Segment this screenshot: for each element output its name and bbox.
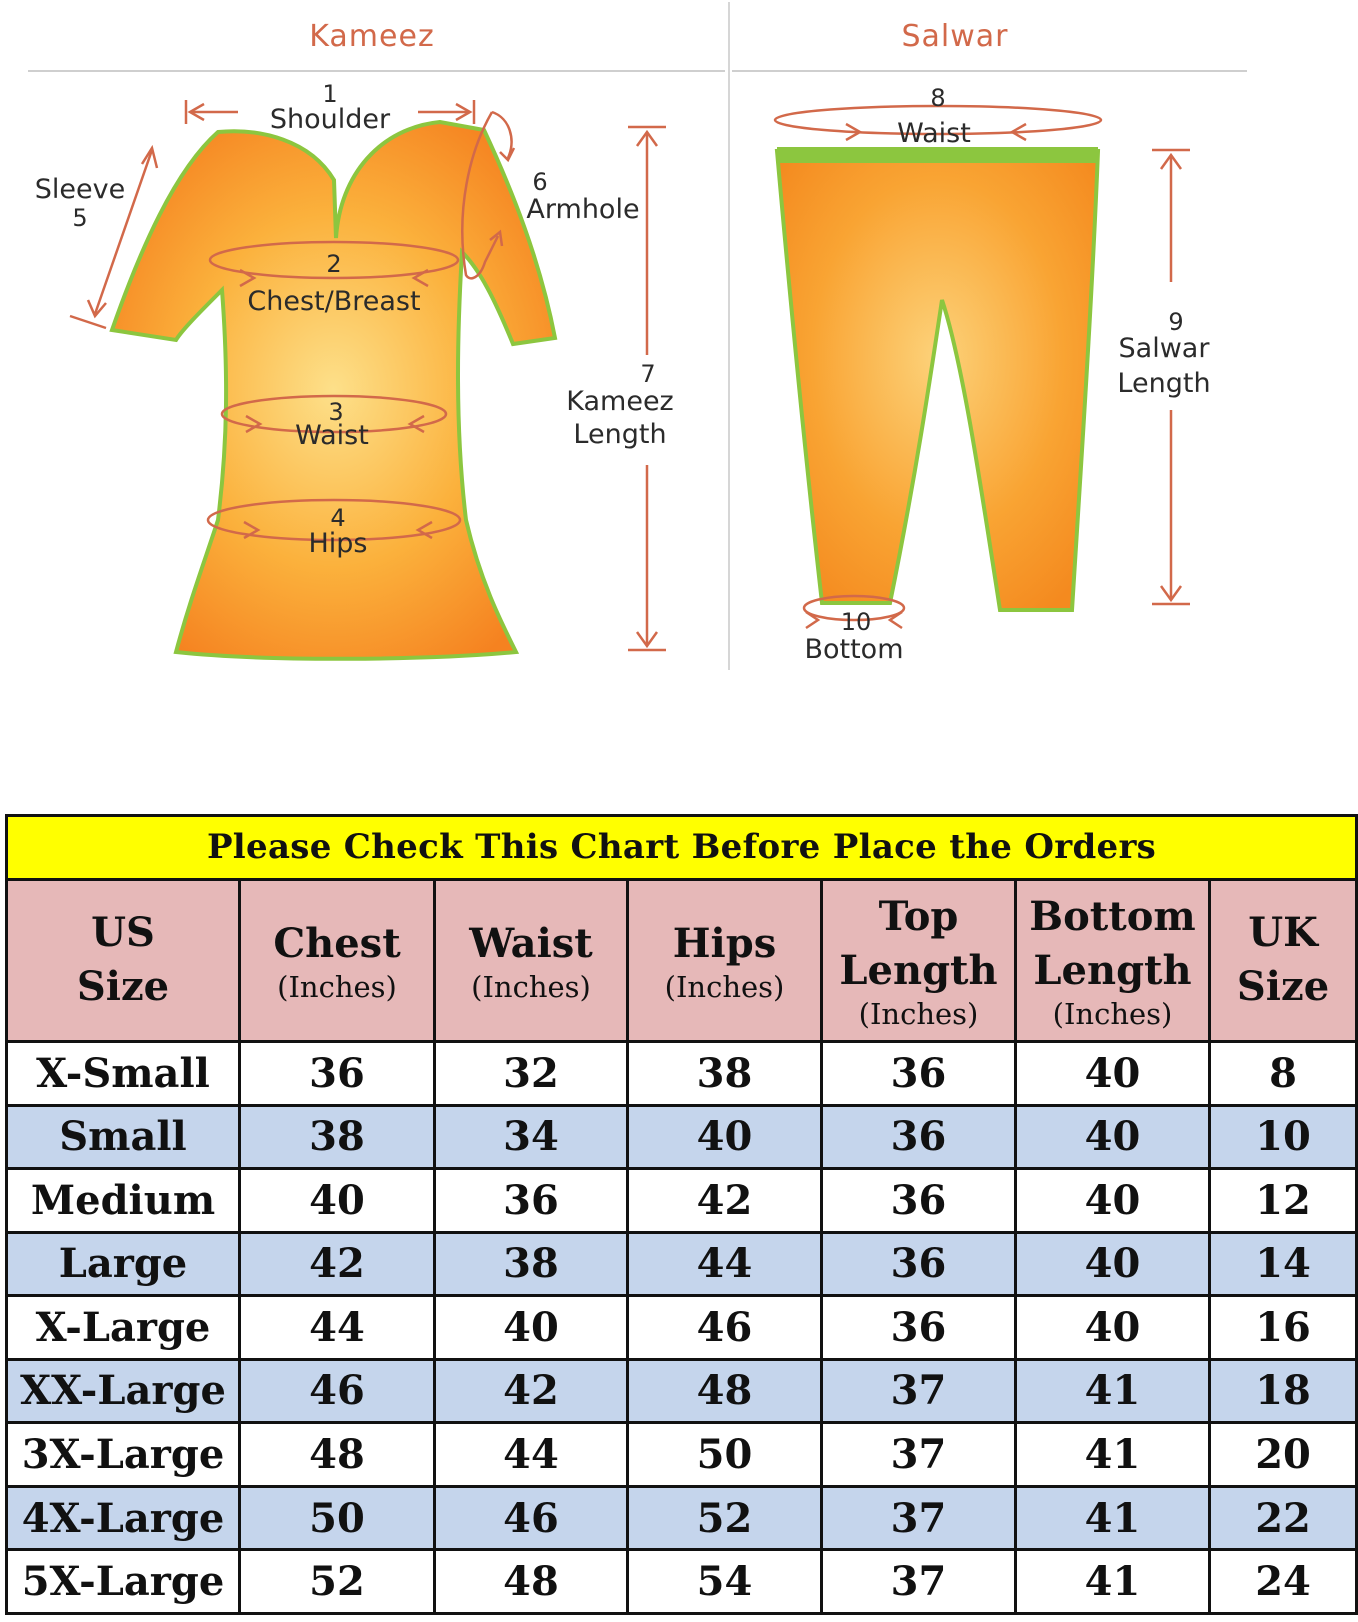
kameez-length-line2: Length — [573, 419, 667, 450]
header-hips — [628, 879, 822, 1041]
header-bottom-length — [1016, 879, 1210, 1041]
table-row — [7, 1486, 1357, 1550]
cell-us-size: 4X-Large — [7, 1486, 240, 1550]
cell-top-length: 37 — [822, 1486, 1016, 1550]
cell-us-size: Medium — [7, 1169, 240, 1233]
hips-label: Hips — [308, 528, 368, 559]
table-row — [7, 1550, 1357, 1614]
table-row — [7, 1423, 1357, 1487]
salwar-length-measure — [1117, 150, 1210, 604]
cell-uk-size: 18 — [1210, 1359, 1357, 1423]
header-waist — [435, 879, 628, 1041]
cell-us-size: XX-Large — [7, 1359, 240, 1423]
chest-label: Chest/Breast — [247, 286, 421, 317]
cell-hips: 42 — [628, 1169, 822, 1233]
cell-hips: 48 — [628, 1359, 822, 1423]
cell-bottom-length: 41 — [1016, 1423, 1210, 1487]
table-row — [7, 1105, 1357, 1169]
cell-top-length: 36 — [822, 1169, 1016, 1233]
header-hips-unit: (Inches) — [664, 970, 785, 1005]
kameez-length-line1: Kameez — [566, 386, 674, 417]
cell-chest: 38 — [240, 1105, 435, 1169]
cell-bottom-length: 40 — [1016, 1105, 1210, 1169]
cell-us-size: 3X-Large — [7, 1423, 240, 1487]
cell-top-length: 36 — [822, 1105, 1016, 1169]
salwar-length-line2: Length — [1117, 368, 1211, 399]
cell-chest: 42 — [240, 1232, 435, 1296]
header-chest-line1: Chest — [273, 920, 401, 968]
chest-number: 2 — [326, 250, 342, 278]
cell-hips: 50 — [628, 1423, 822, 1487]
cell-top-length: 37 — [822, 1550, 1016, 1614]
salwar-waist-number: 8 — [930, 84, 946, 112]
salwar-title: Salwar — [901, 19, 1009, 54]
cell-waist: 46 — [435, 1486, 628, 1550]
header-uk-size-line2: Size — [1236, 963, 1330, 1011]
cell-hips: 40 — [628, 1105, 822, 1169]
header-uk-size — [1210, 879, 1357, 1041]
table-row — [7, 1232, 1357, 1296]
cell-hips: 44 — [628, 1232, 822, 1296]
salwar-length-number: 9 — [1168, 308, 1184, 336]
header-us-size-line1: US — [91, 909, 155, 957]
cell-top-length: 36 — [822, 1041, 1016, 1105]
salwar-waistband — [777, 147, 1098, 163]
cell-chest: 48 — [240, 1423, 435, 1487]
cell-waist: 40 — [435, 1296, 628, 1360]
shoulder-number: 1 — [322, 80, 338, 108]
waist-label: Waist — [295, 420, 369, 451]
cell-bottom-length: 40 — [1016, 1169, 1210, 1233]
cell-uk-size: 14 — [1210, 1232, 1357, 1296]
cell-chest: 52 — [240, 1550, 435, 1614]
size-chart-table — [5, 814, 1358, 1615]
kameez-length-number: 7 — [640, 360, 656, 388]
table-row — [7, 1296, 1357, 1360]
cell-uk-size: 20 — [1210, 1423, 1357, 1487]
header-uk-size-line1: UK — [1248, 909, 1318, 957]
waist-number: 3 — [328, 398, 344, 426]
cell-waist: 44 — [435, 1423, 628, 1487]
header-top-length-unit: (Inches) — [858, 997, 979, 1032]
salwar-shape — [777, 151, 1098, 610]
bottom-measure — [804, 596, 904, 665]
cell-us-size: X-Small — [7, 1041, 240, 1105]
cell-hips: 46 — [628, 1296, 822, 1360]
cell-top-length: 37 — [822, 1423, 1016, 1487]
salwar-waist-measure — [775, 84, 1101, 149]
salwar-waist-label: Waist — [897, 118, 971, 149]
header-waist-line1: Waist — [469, 920, 593, 968]
cell-uk-size: 10 — [1210, 1105, 1357, 1169]
cell-chest: 46 — [240, 1359, 435, 1423]
cell-bottom-length: 40 — [1016, 1232, 1210, 1296]
cell-bottom-length: 41 — [1016, 1359, 1210, 1423]
armhole-number: 6 — [532, 168, 548, 196]
header-waist-unit: (Inches) — [471, 970, 591, 1005]
header-us-size-line2: Size — [76, 963, 170, 1011]
cell-us-size: 5X-Large — [7, 1550, 240, 1614]
cell-uk-size: 12 — [1210, 1169, 1357, 1233]
cell-waist: 34 — [435, 1105, 628, 1169]
cell-hips: 52 — [628, 1486, 822, 1550]
cell-waist: 38 — [435, 1232, 628, 1296]
header-chest-unit: (Inches) — [277, 970, 397, 1005]
sleeve-label: Sleeve — [34, 174, 126, 205]
cell-top-length: 36 — [822, 1232, 1016, 1296]
cell-us-size: X-Large — [7, 1296, 240, 1360]
cell-waist: 48 — [435, 1550, 628, 1614]
sleeve-number: 5 — [72, 204, 88, 232]
table-row — [7, 1169, 1357, 1233]
header-top-length-line2: Length — [839, 947, 998, 995]
header-top-length — [822, 879, 1016, 1041]
measurement-diagram — [0, 0, 1358, 700]
kameez-shape — [112, 122, 555, 659]
cell-bottom-length: 40 — [1016, 1296, 1210, 1360]
cell-top-length: 36 — [822, 1296, 1016, 1360]
header-bottom-length-unit: (Inches) — [1052, 997, 1173, 1032]
chart-banner: Please Check This Chart Before Place the Orders — [7, 816, 1357, 880]
cell-uk-size: 8 — [1210, 1041, 1357, 1105]
table-row — [7, 1041, 1357, 1105]
cell-top-length: 37 — [822, 1359, 1016, 1423]
bottom-label: Bottom — [804, 634, 904, 665]
table-row — [7, 1359, 1357, 1423]
hips-number: 4 — [330, 504, 346, 532]
cell-waist: 32 — [435, 1041, 628, 1105]
cell-bottom-length: 41 — [1016, 1550, 1210, 1614]
cell-uk-size: 16 — [1210, 1296, 1357, 1360]
cell-bottom-length: 40 — [1016, 1041, 1210, 1105]
cell-hips: 54 — [628, 1550, 822, 1614]
kameez-title: Kameez — [309, 19, 435, 54]
cell-bottom-length: 41 — [1016, 1486, 1210, 1550]
header-top-length-line1: Top — [878, 893, 959, 941]
cell-us-size: Large — [7, 1232, 240, 1296]
header-bottom-length-line1: Bottom — [1029, 893, 1196, 941]
cell-waist: 36 — [435, 1169, 628, 1233]
armhole-label: Armhole — [526, 194, 640, 225]
cell-hips: 38 — [628, 1041, 822, 1105]
header-bottom-length-line2: Length — [1033, 947, 1192, 995]
cell-waist: 42 — [435, 1359, 628, 1423]
bottom-number: 10 — [840, 608, 872, 636]
header-hips-line1: Hips — [672, 920, 777, 968]
salwar-length-line1: Salwar — [1118, 333, 1210, 364]
cell-uk-size: 24 — [1210, 1550, 1357, 1614]
cell-chest: 36 — [240, 1041, 435, 1105]
cell-chest: 40 — [240, 1169, 435, 1233]
header-us-size — [7, 879, 240, 1041]
shoulder-label: Shoulder — [269, 104, 391, 135]
cell-chest: 50 — [240, 1486, 435, 1550]
cell-uk-size: 22 — [1210, 1486, 1357, 1550]
cell-us-size: Small — [7, 1105, 240, 1169]
cell-chest: 44 — [240, 1296, 435, 1360]
header-chest — [240, 879, 435, 1041]
